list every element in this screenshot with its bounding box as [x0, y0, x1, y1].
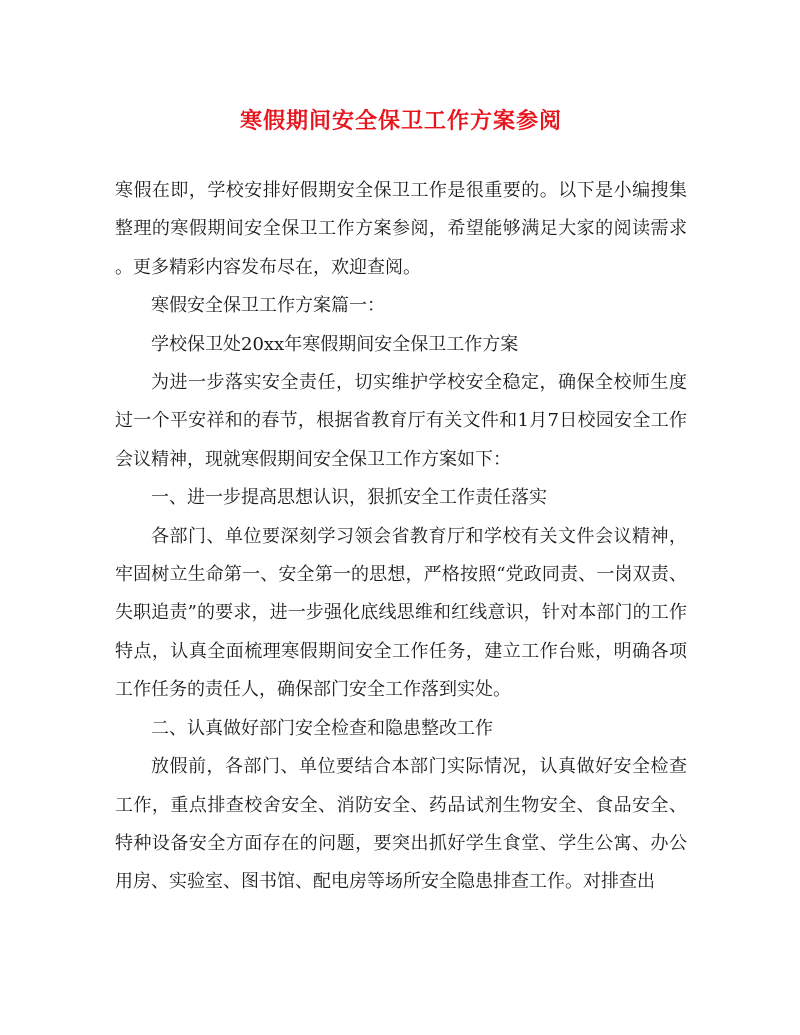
document-title: 寒假期间安全保卫工作方案参阅	[239, 108, 562, 134]
paragraph-responsibility: 各部门、单位要深刻学习领会省教育厅和学校有关文件会议精神，牢固树立生命第一、安全第一的思想，严格按照“党政同责、一岗双责、失职追责”的要求，进一步强化底线思维和红线意识，针对本部门的工作特点，认真全面梳理寒假期间安全工作任务，建立工作台账，明确各项工作任务的责任人，确保部门安全工作落到实处。	[115, 525, 687, 701]
document-body	[115, 0, 687, 902]
paragraph-inspection: 放假前，各部门、单位要结合本部门实际情况，认真做好安全检查工作，重点排查校舍安全、消防安全、药品试剂生物安全、食品安全、特种设备安全方面存在的问题，要突出抓好学生食堂、学生公寓、办公用房、实验室、图书馆、配电房等场所安全隐患排查工作。对排查出	[115, 756, 687, 893]
paragraph-heading-two: 二、认真做好部门安全检查和隐患整改工作	[151, 717, 493, 739]
paragraph-heading-one: 一、进一步提高思想认识，狠抓安全工作责任落实	[151, 487, 547, 509]
paragraph-purpose: 为进一步落实安全责任，切实维护学校安全稳定，确保全校师生度过一个平安祥和的春节，根据省教育厅有关文件和1月7日校园安全工作会议精神，现就寒假期间安全保卫工作方案如下：	[115, 372, 687, 470]
paragraph-list	[115, 172, 687, 902]
paragraph-section-heading: 寒假安全保卫工作方案篇一：	[151, 295, 385, 317]
paragraph-plan-title: 学校保卫处20xx年寒假期间安全保卫工作方案	[151, 333, 519, 355]
paragraph-intro: 寒假在即，学校安排好假期安全保卫工作是很重要的。以下是小编搜集整理的寒假期间安全保卫工作方案参阅，希望能够满足大家的阅读需求。更多精彩内容发布尽在，欢迎查阅。	[115, 180, 687, 278]
